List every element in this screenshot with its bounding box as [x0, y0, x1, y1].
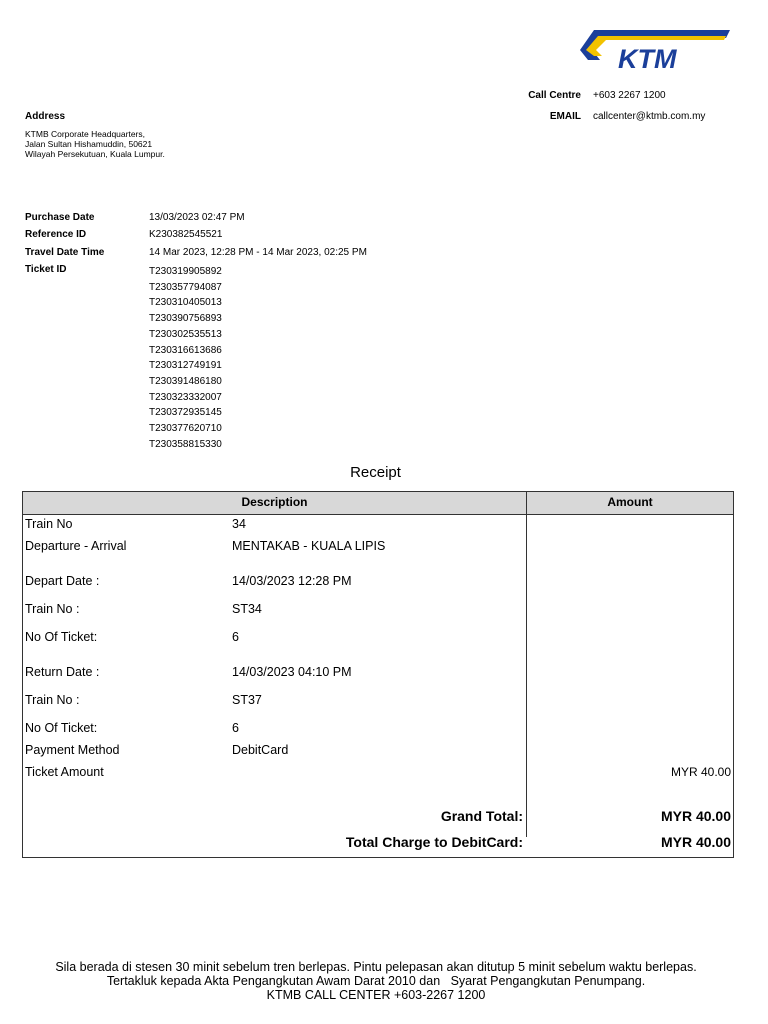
- address-line: Wilayah Persekutuan, Kuala Lumpur.: [25, 149, 165, 159]
- ticket-id: T230377620710: [149, 423, 222, 435]
- header-description: Description: [241, 495, 308, 509]
- call-centre-label: Call Centre: [528, 90, 581, 101]
- ticket-id: T230390756893: [149, 313, 222, 325]
- ticket-id: T230323332007: [149, 391, 222, 403]
- column-divider: [526, 492, 527, 837]
- row-label-return-tickets: No Of Ticket:: [25, 721, 98, 735]
- call-centre-value: +603 2267 1200: [593, 90, 666, 101]
- email-value[interactable]: callcenter@ktmb.com.my: [593, 111, 706, 122]
- row-value-depart-train-no: ST34: [232, 602, 262, 616]
- address-title: Address: [25, 111, 66, 122]
- logo-text: KTM: [618, 44, 677, 72]
- row-value-return-date: 14/03/2023 04:10 PM: [232, 665, 352, 679]
- receipt-table-header: [23, 492, 733, 515]
- row-label-depart-train-no: Train No :: [25, 602, 80, 616]
- reference-id-label: Reference ID: [25, 229, 87, 240]
- ticket-id: T230357794087: [149, 281, 222, 293]
- ticket-id: T230358815330: [149, 438, 222, 450]
- purchase-date-label: Purchase Date: [25, 212, 95, 223]
- footer-notice: [0, 960, 752, 1002]
- row-value-return-tickets: 6: [232, 721, 239, 735]
- ktm-logo: [580, 26, 732, 72]
- email-label: EMAIL: [549, 111, 581, 122]
- address-block: [25, 129, 165, 159]
- row-label-return-date: Return Date :: [25, 665, 100, 679]
- row-label-depart-tickets: No Of Ticket:: [25, 630, 98, 644]
- footer-line: Sila berada di stesen 30 minit sebelum tren berlepas. Pintu pelepasan akan ditutup 5 minit sebelum waktu berlepas.: [55, 960, 697, 974]
- grand-total-value: MYR 40.00: [660, 808, 731, 824]
- row-label-payment-method: Payment Method: [25, 743, 120, 757]
- address-line: KTMB Corporate Headquarters,: [25, 129, 145, 139]
- row-amount-ticket-amount: MYR 40.00: [670, 765, 731, 779]
- travel-date-value: 14 Mar 2023, 12:28 PM - 14 Mar 2023, 02:25 PM: [149, 247, 367, 258]
- address-line: Jalan Sultan Hishamuddin, 50621: [25, 139, 153, 149]
- row-value-depart-tickets: 6: [232, 630, 239, 644]
- footer-line: KTMB CALL CENTER +603-2267 1200: [266, 988, 486, 1002]
- ticket-id-list: [149, 264, 222, 452]
- footer-line: Tertakluk kepada Akta Pengangkutan Awam Darat 2010 dan Syarat Pengangkutan Penumpang.: [106, 974, 646, 988]
- row-value-departure-arrival: MENTAKAB - KUALA LIPIS: [232, 539, 386, 553]
- ticket-id: T230316613686: [149, 344, 222, 356]
- row-label-ticket-amount: Ticket Amount: [25, 765, 104, 779]
- row-label-return-train-no: Train No :: [25, 693, 80, 707]
- header-amount: Amount: [607, 495, 653, 509]
- grand-total-label: Grand Total:: [440, 808, 523, 824]
- reference-id-value: K230382545521: [149, 229, 223, 240]
- row-label-depart-date: Depart Date :: [25, 574, 100, 588]
- row-value-payment-method: DebitCard: [232, 743, 289, 757]
- ticket-id: T230372935145: [149, 407, 222, 419]
- ticket-id: T230391486180: [149, 375, 222, 387]
- row-label-train-no: Train No: [25, 517, 73, 531]
- purchase-date-value: 13/03/2023 02:47 PM: [149, 212, 245, 223]
- ticket-id: T230310405013: [149, 297, 222, 309]
- row-value-train-no: 34: [232, 517, 246, 531]
- row-label-departure-arrival: Departure - Arrival: [25, 539, 127, 553]
- total-charge-label: Total Charge to DebitCard:: [345, 834, 523, 850]
- row-value-return-train-no: ST37: [232, 693, 262, 707]
- travel-date-label: Travel Date Time: [25, 247, 105, 258]
- ticket-id: T230319905892: [149, 266, 222, 277]
- ticket-id: T230302535513: [149, 328, 222, 340]
- ticket-id: T230312749191: [149, 360, 222, 372]
- row-value-depart-date: 14/03/2023 12:28 PM: [232, 574, 352, 588]
- receipt-title: Receipt: [350, 464, 401, 481]
- total-charge-value: MYR 40.00: [660, 834, 731, 850]
- receipt-table: [22, 491, 734, 858]
- ticket-id-label: Ticket ID: [25, 264, 67, 275]
